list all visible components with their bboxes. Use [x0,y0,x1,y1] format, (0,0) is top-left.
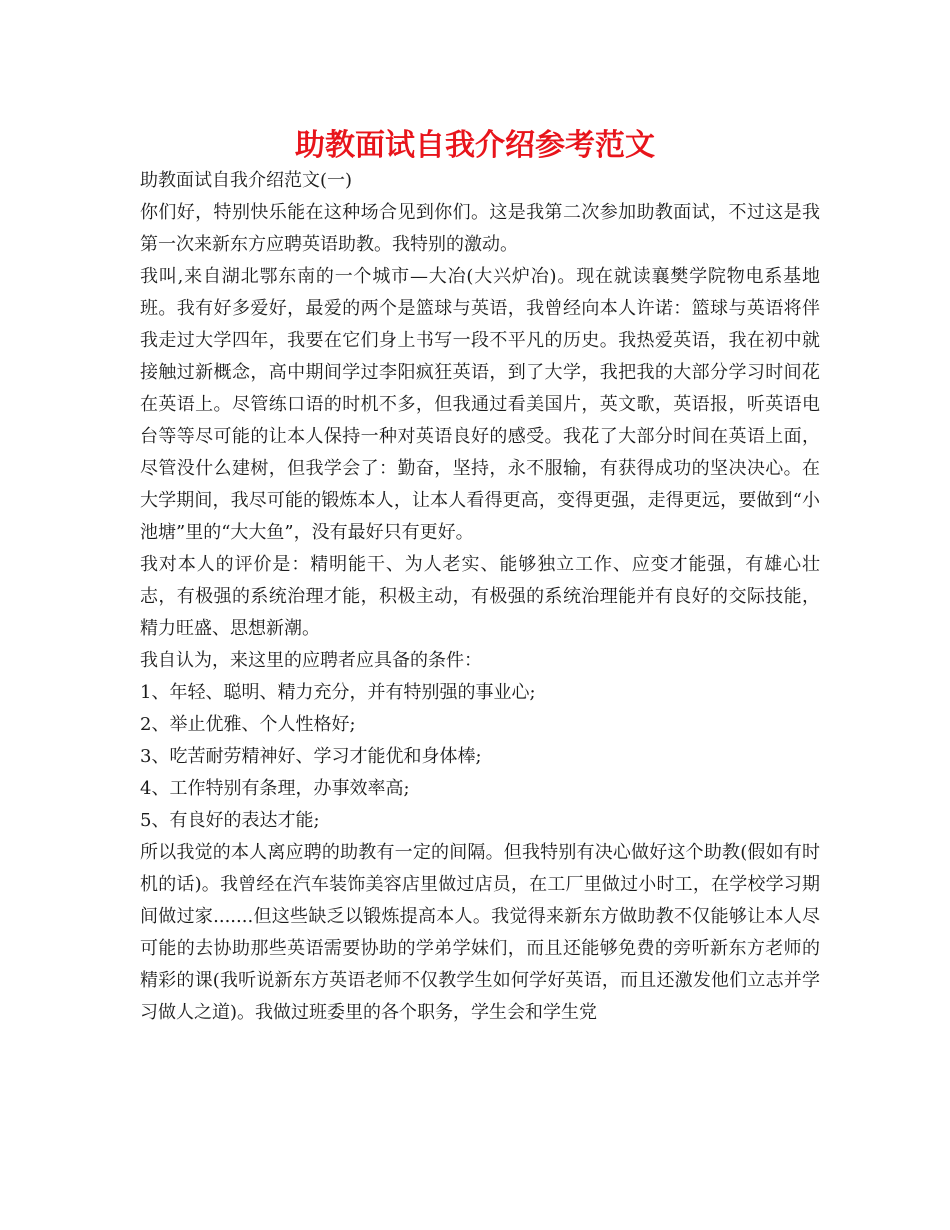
paragraph-introduction: 我叫,来自湖北鄂东南的一个城市—大冶(大兴炉冶)。现在就读襄樊学院物电系基地班。我有好多爱好，最爱的两个是篮球与英语，我曾经向本人许诺：篮球与英语将伴我走过大学四年，我要在它们身上书写一段不平凡的历史。我热爱英语，我在初中就接触过新概念，高中期间学过李阳疯狂英语，到了大学，我把我的大部分学习时间花在英语上。尽管练口语的时机不多，但我通过看美国片，英文歌，英语报，听英语电台等等尽可能的让本人保持一种对英语良好的感受。我花了大部分时间在英语上面，尽管没什么建树，但我学会了：勤奋，坚持，永不服输，有获得成功的坚决决心。在大学期间，我尽可能的锻炼本人，让本人看得更高，变得更强，走得更远，要做到“小池塘”里的“大大鱼”，没有最好只有更好。 [140,266,820,543]
list-item: 2、举止优雅、个人性格好; [140,714,356,735]
paragraph-requirements-intro: 我自认为，来这里的应聘者应具备的条件： [140,650,482,671]
paragraph-self-evaluation: 我对本人的评价是：精明能干、为人老实、能够独立工作、应变才能强，有雄心壮志，有极强的系统治理才能，积极主动，有极强的系统治理能并有良好的交际技能，精力旺盛、思想新潮。 [140,554,820,639]
document-title: 助教面试自我介绍参考范文 [295,128,655,163]
section-heading: 助教面试自我介绍范文(一) [140,170,353,191]
list-item: 4、工作特别有条理，办事效率高; [140,778,410,799]
list-item: 3、吃苦耐劳精神好、学习才能优和身体棒; [140,746,482,767]
paragraph-greeting: 你们好，特别快乐能在这种场合见到你们。这是我第二次参加助教面试，不过这是我第一次来新东方应聘英语助教。我特别的激动。 [140,202,820,255]
document-body [140,165,820,1029]
list-item: 1、年轻、聪明、精力充分，并有特别强的事业心; [140,682,536,703]
paragraph-conclusion: 所以我觉的本人离应聘的助教有一定的间隔。但我特别有决心做好这个助教(假如有时机的话)。我曾经在汽车装饰美容店里做过店员，在工厂里做过小时工，在学校学习期间做过家.......但这些缺乏以锻炼提高本人。我觉得来新东方做助教不仅能够让本人尽可能的去协助那些英语需要协助的学弟学妹们，而且还能够免费的旁听新东方老师的精彩的课(我听说新东方英语老师不仅教学生如何学好英语，而且还激发他们立志并学习做人之道)。我做过班委里的各个职务，学生会和学生党 [140,842,820,1023]
list-item: 5、有良好的表达才能; [140,810,320,831]
